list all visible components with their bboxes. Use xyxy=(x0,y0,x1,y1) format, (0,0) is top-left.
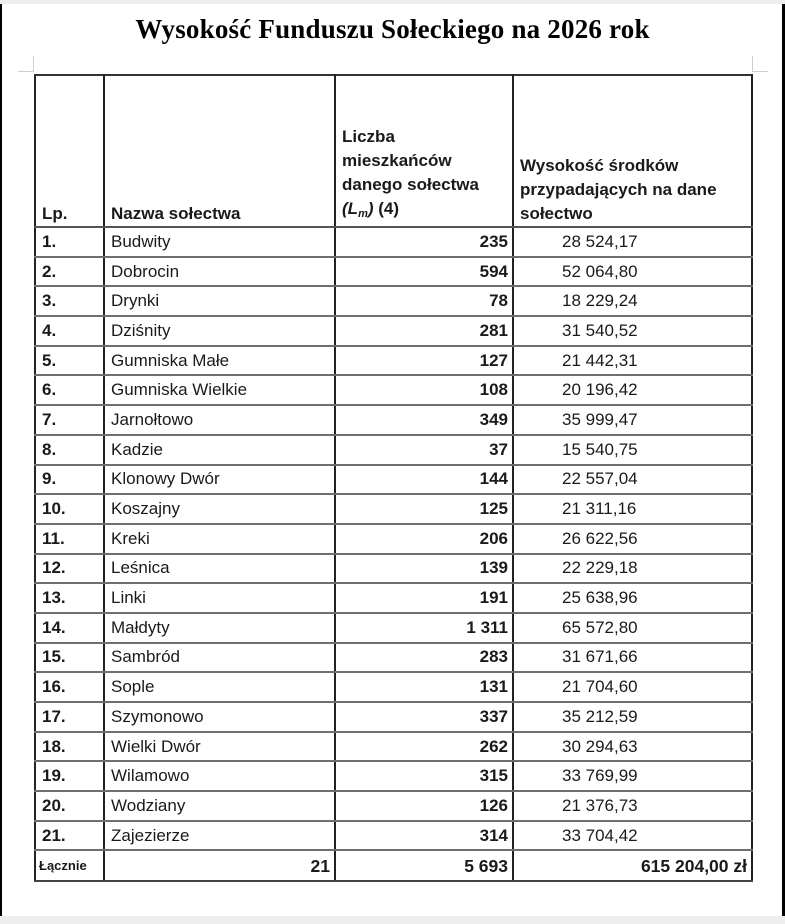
row-population: 283 xyxy=(335,643,513,673)
row-amount: 25 638,96 xyxy=(513,583,752,613)
header-amount: Wysokość środków przypadających na dane sołectwo xyxy=(513,75,752,227)
row-amount: 26 622,56 xyxy=(513,524,752,554)
row-lp: 3. xyxy=(35,286,104,316)
row-name: Wodziany xyxy=(104,791,335,821)
row-population: 337 xyxy=(335,702,513,732)
row-amount: 30 294,63 xyxy=(513,732,752,762)
table-row xyxy=(35,702,752,732)
row-name: Sople xyxy=(104,672,335,702)
row-population: 78 xyxy=(335,286,513,316)
row-population: 314 xyxy=(335,821,513,851)
table-row xyxy=(35,405,752,435)
row-amount: 28 524,17 xyxy=(513,227,752,257)
row-lp: 9. xyxy=(35,465,104,495)
header-population-suffix: (4) xyxy=(373,199,400,218)
header-population xyxy=(335,75,513,227)
fund-table xyxy=(34,74,753,882)
row-name: Leśnica xyxy=(104,554,335,584)
window-left-edge xyxy=(0,4,2,916)
row-amount: 21 442,31 xyxy=(513,346,752,376)
row-amount: 18 229,24 xyxy=(513,286,752,316)
row-population: 108 xyxy=(335,375,513,405)
window-bottom-strip xyxy=(0,916,785,924)
row-name: Gumniska Małe xyxy=(104,346,335,376)
row-name: Gumniska Wielkie xyxy=(104,375,335,405)
row-name: Sambród xyxy=(104,643,335,673)
row-lp: 14. xyxy=(35,613,104,643)
row-name: Klonowy Dwór xyxy=(104,465,335,495)
page-corner-mark-left-vertical xyxy=(33,56,34,72)
row-population: 349 xyxy=(335,405,513,435)
page-corner-mark-right-vertical xyxy=(752,56,753,72)
table-row xyxy=(35,257,752,287)
row-name: Jarnołtowo xyxy=(104,405,335,435)
row-name: Szymonowo xyxy=(104,702,335,732)
table-row xyxy=(35,672,752,702)
row-amount: 21 376,73 xyxy=(513,791,752,821)
row-amount: 21 311,16 xyxy=(513,494,752,524)
page-corner-mark-left xyxy=(18,71,34,72)
row-name: Zajezierze xyxy=(104,821,335,851)
table-row xyxy=(35,227,752,257)
table-footer xyxy=(35,850,752,881)
row-amount: 35 212,59 xyxy=(513,702,752,732)
row-lp: 16. xyxy=(35,672,104,702)
table-row xyxy=(35,791,752,821)
row-population: 206 xyxy=(335,524,513,554)
row-population: 37 xyxy=(335,435,513,465)
row-amount: 21 704,60 xyxy=(513,672,752,702)
row-name: Dziśnity xyxy=(104,316,335,346)
row-lp: 17. xyxy=(35,702,104,732)
row-lp: 2. xyxy=(35,257,104,287)
row-lp: 21. xyxy=(35,821,104,851)
table-row xyxy=(35,732,752,762)
table-header xyxy=(35,75,752,227)
row-lp: 15. xyxy=(35,643,104,673)
table-row xyxy=(35,316,752,346)
row-lp: 1. xyxy=(35,227,104,257)
row-population: 262 xyxy=(335,732,513,762)
page-title: Wysokość Funduszu Sołeckiego na 2026 rok xyxy=(135,14,650,44)
table-row xyxy=(35,761,752,791)
row-name: Budwity xyxy=(104,227,335,257)
row-population: 127 xyxy=(335,346,513,376)
row-lp: 5. xyxy=(35,346,104,376)
header-population-text: Liczba mieszkańców danego sołectwa xyxy=(342,127,479,194)
header-population-symbol-open: ( xyxy=(342,199,348,218)
row-amount: 20 196,42 xyxy=(513,375,752,405)
totals-population: 5 693 xyxy=(335,850,513,881)
table-row xyxy=(35,524,752,554)
table-row xyxy=(35,286,752,316)
row-name: Koszajny xyxy=(104,494,335,524)
table-row xyxy=(35,583,752,613)
row-population: 144 xyxy=(335,465,513,495)
totals-count: 21 xyxy=(104,850,335,881)
row-lp: 13. xyxy=(35,583,104,613)
row-population: 594 xyxy=(335,257,513,287)
row-amount: 31 671,66 xyxy=(513,643,752,673)
row-population: 1 311 xyxy=(335,613,513,643)
row-lp: 18. xyxy=(35,732,104,762)
row-amount: 22 229,18 xyxy=(513,554,752,584)
row-lp: 6. xyxy=(35,375,104,405)
row-population: 139 xyxy=(335,554,513,584)
row-population: 191 xyxy=(335,583,513,613)
row-name: Kadzie xyxy=(104,435,335,465)
row-population: 131 xyxy=(335,672,513,702)
totals-label: Łącznie xyxy=(35,850,104,881)
header-population-symbol-close: ) xyxy=(367,199,374,218)
row-name: Małdyty xyxy=(104,613,335,643)
table-row xyxy=(35,821,752,851)
row-amount: 35 999,47 xyxy=(513,405,752,435)
table-row xyxy=(35,494,752,524)
row-amount: 52 064,80 xyxy=(513,257,752,287)
table-body xyxy=(35,227,752,850)
page-corner-mark-right xyxy=(752,71,768,72)
row-name: Dobrocin xyxy=(104,257,335,287)
row-population: 126 xyxy=(335,791,513,821)
totals-row xyxy=(35,850,752,881)
row-amount: 22 557,04 xyxy=(513,465,752,495)
row-lp: 7. xyxy=(35,405,104,435)
row-lp: 10. xyxy=(35,494,104,524)
table-row xyxy=(35,554,752,584)
row-lp: 8. xyxy=(35,435,104,465)
header-row xyxy=(35,75,752,227)
header-population-symbol: L xyxy=(347,199,359,218)
row-name: Drynki xyxy=(104,286,335,316)
row-amount: 15 540,75 xyxy=(513,435,752,465)
row-amount: 33 769,99 xyxy=(513,761,752,791)
row-population: 235 xyxy=(335,227,513,257)
table-row xyxy=(35,613,752,643)
row-lp: 19. xyxy=(35,761,104,791)
row-lp: 11. xyxy=(35,524,104,554)
row-name: Wielki Dwór xyxy=(104,732,335,762)
row-lp: 4. xyxy=(35,316,104,346)
row-amount: 31 540,52 xyxy=(513,316,752,346)
header-lp: Lp. xyxy=(35,75,104,227)
row-population: 315 xyxy=(335,761,513,791)
row-name: Wilamowo xyxy=(104,761,335,791)
header-population-symbol-sub: m xyxy=(358,208,368,220)
row-name: Kreki xyxy=(104,524,335,554)
row-lp: 20. xyxy=(35,791,104,821)
row-population: 281 xyxy=(335,316,513,346)
row-lp: 12. xyxy=(35,554,104,584)
totals-amount: 615 204,00 zł xyxy=(513,850,752,881)
row-population: 125 xyxy=(335,494,513,524)
table-row xyxy=(35,465,752,495)
table-row xyxy=(35,346,752,376)
table-row xyxy=(35,435,752,465)
row-name: Linki xyxy=(104,583,335,613)
row-amount: 33 704,42 xyxy=(513,821,752,851)
window-top-strip xyxy=(0,0,785,4)
row-amount: 65 572,80 xyxy=(513,613,752,643)
table-row xyxy=(35,643,752,673)
table-row xyxy=(35,375,752,405)
header-name: Nazwa sołectwa xyxy=(104,75,335,227)
